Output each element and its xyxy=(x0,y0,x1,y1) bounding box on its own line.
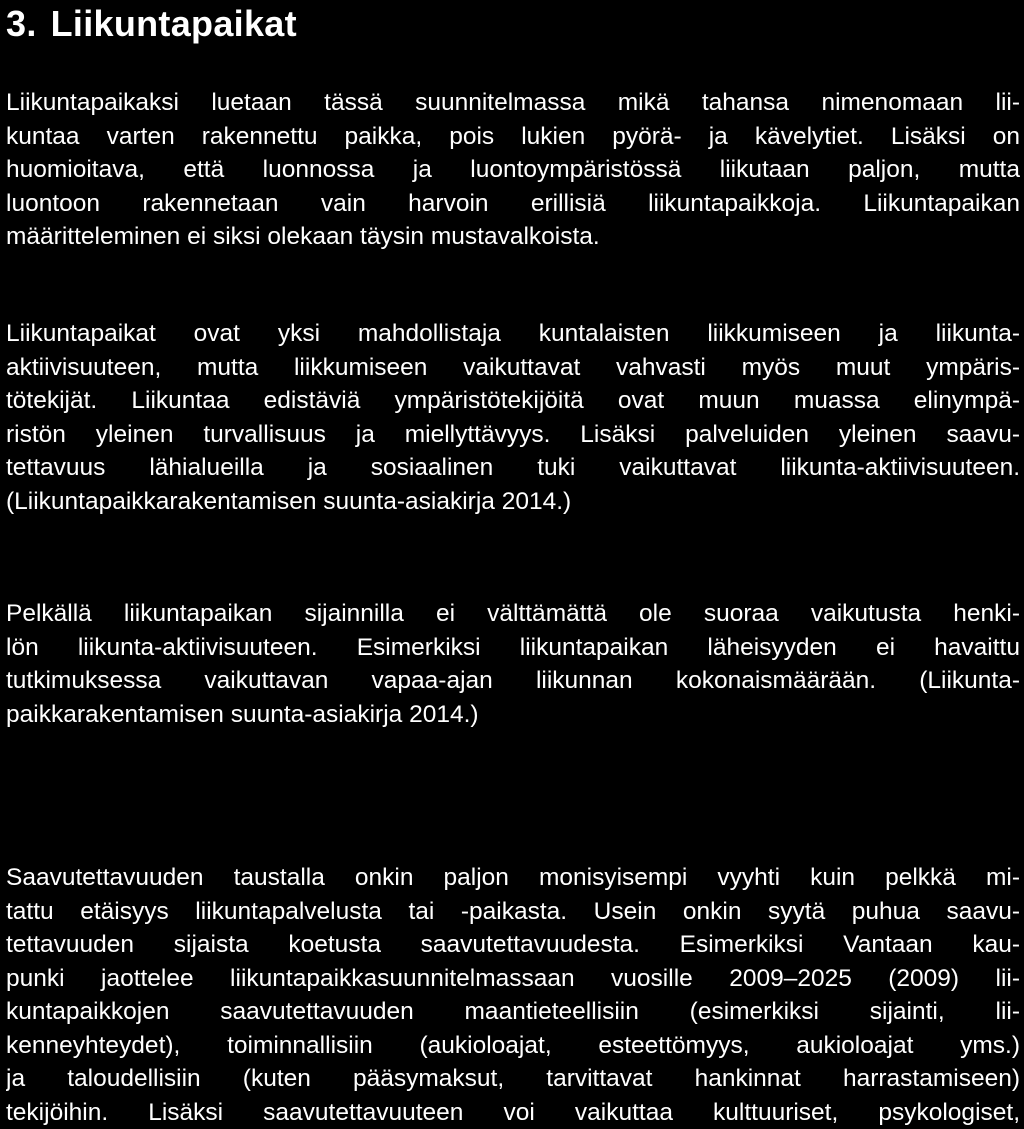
text-line: huomioitava, että luonnossa ja luontoympäristössä liikutaan paljon, mutta xyxy=(6,153,1020,187)
text-line: Liikuntapaikaksi luetaan tässä suunnitelmassa mikä tahansa nimenomaan lii- xyxy=(6,86,1020,120)
section-number: 3. xyxy=(6,3,37,44)
text-line: (Liikuntapaikkarakentamisen suunta-asiakirja 2014.) xyxy=(6,485,1020,519)
text-line: tettavuuden sijaista koetusta saavutettavuudesta. Esimerkiksi Vantaan kau- xyxy=(6,928,1020,962)
text-line: punki jaottelee liikuntapaikkasuunnitelmassaan vuosille 2009–2025 (2009) lii- xyxy=(6,962,1020,996)
text-line: tekijöihin. Lisäksi saavutettavuuteen voi vaikuttaa kulttuuriset, psykologiset, xyxy=(6,1096,1020,1129)
paragraph-4 xyxy=(6,861,1020,1129)
text-line: ja taloudellisiin (kuten pääsymaksut, tarvittavat hankinnat harrastamiseen) xyxy=(6,1062,1020,1096)
text-line: Pelkällä liikuntapaikan sijainnilla ei välttämättä ole suoraa vaikutusta henki- xyxy=(6,597,1020,631)
text-line: kenneyhteydet), toiminnallisiin (aukioloajat, esteettömyys, aukioloajat yms.) xyxy=(6,1029,1020,1063)
text-line: tattu etäisyys liikuntapalvelusta tai -paikasta. Usein onkin syytä puhua saavu- xyxy=(6,895,1020,929)
text-line: tettavuus lähialueilla ja sosiaalinen tuki vaikuttavat liikunta-aktiivisuuteen. xyxy=(6,451,1020,485)
text-line: luontoon rakennetaan vain harvoin erillisiä liikuntapaikkoja. Liikuntapaikan xyxy=(6,187,1020,221)
text-line: kuntapaikkojen saavutettavuuden maantieteellisiin (esimerkiksi sijainti, lii- xyxy=(6,995,1020,1029)
text-line: Liikuntapaikat ovat yksi mahdollistaja kuntalaisten liikkumiseen ja liikunta- xyxy=(6,317,1020,351)
text-line: tutkimuksessa vaikuttavan vapaa-ajan liikunnan kokonaismäärään. (Liikunta- xyxy=(6,664,1020,698)
paragraph-2 xyxy=(6,317,1020,518)
text-line: määritteleminen ei siksi olekaan täysin mustavalkoista. xyxy=(6,220,1020,254)
section-title: Liikuntapaikat xyxy=(51,3,297,44)
paragraph-3 xyxy=(6,597,1020,731)
text-line: kuntaa varten rakennettu paikka, pois lukien pyörä- ja kävelytiet. Lisäksi on xyxy=(6,120,1020,154)
text-line: aktiivisuuteen, mutta liikkumiseen vaikuttavat vahvasti myös muut ympäris- xyxy=(6,351,1020,385)
text-line: tötekijät. Liikuntaa edistäviä ympäristötekijöitä ovat muun muassa elinympä- xyxy=(6,384,1020,418)
text-line: paikkarakentamisen suunta-asiakirja 2014.) xyxy=(6,698,1020,732)
paragraph-1 xyxy=(6,86,1020,254)
section-heading xyxy=(6,2,297,46)
text-line: Saavutettavuuden taustalla onkin paljon monisyisempi vyyhti kuin pelkkä mi- xyxy=(6,861,1020,895)
text-line: lön liikunta-aktiivisuuteen. Esimerkiksi liikuntapaikan läheisyyden ei havaittu xyxy=(6,631,1020,665)
text-line: ristön yleinen turvallisuus ja miellyttävyys. Lisäksi palveluiden yleinen saavu- xyxy=(6,418,1020,452)
